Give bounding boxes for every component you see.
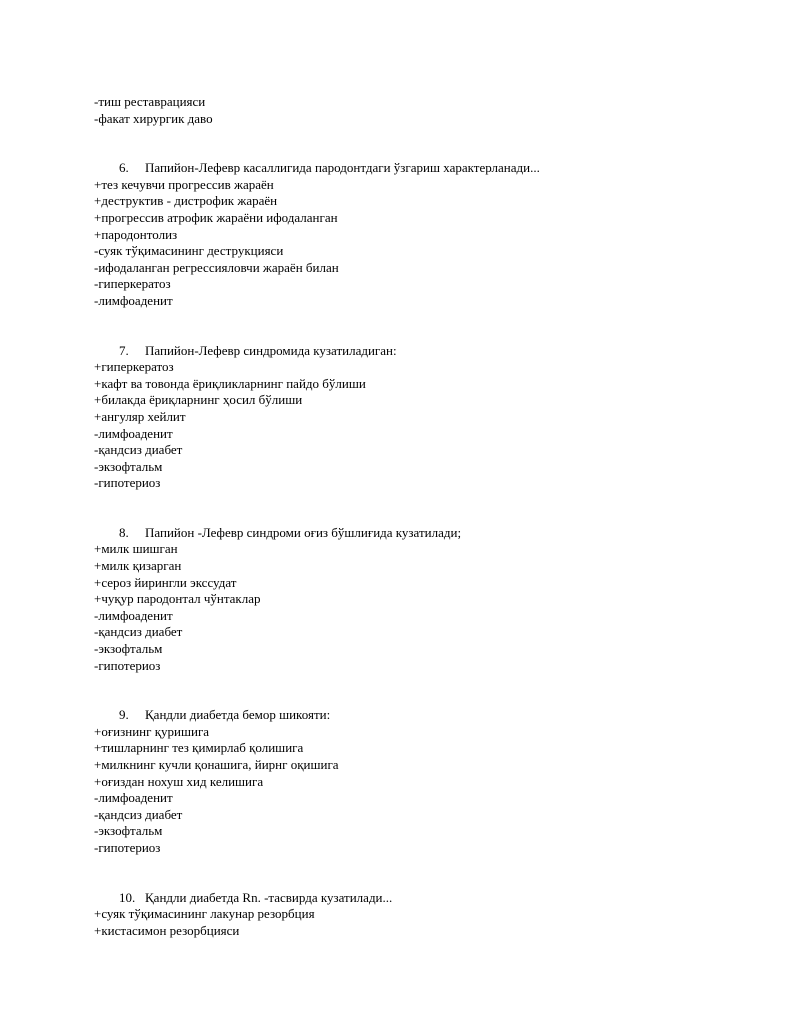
intro-options: [94, 94, 734, 127]
answer-option: -факат хирургик даво: [94, 110, 213, 126]
answer-option: +кистасимон резорбцияси: [94, 922, 240, 938]
answer-option: +билакда ёриқларнинг ҳосил бўлиши: [94, 392, 303, 408]
answer-option: -қандсиз диабет: [94, 624, 183, 640]
document-content: [94, 94, 734, 939]
question-9: [94, 707, 734, 856]
question-heading: [94, 343, 734, 360]
question-heading: [94, 890, 734, 907]
answer-option: +милк шишган: [94, 541, 178, 557]
question-7: [94, 343, 734, 492]
question-text: Папийон-Лефевр синдромида кузатиладиган:: [145, 342, 397, 358]
answer-option: +чуқур пародонтал чўнтаклар: [94, 591, 261, 607]
answer-option: +кафт ва товонда ёриқликларнинг пайдо бўлиши: [94, 375, 366, 391]
answer-option: -ифодаланган регрессияловчи жараён билан: [94, 259, 339, 275]
answer-option: -лимфоаденит: [94, 425, 173, 441]
answer-option: -қандсиз диабет: [94, 806, 183, 822]
answer-option: -суяк тўқимасининг деструкцияси: [94, 243, 284, 259]
question-heading: [94, 707, 734, 724]
question-heading: [94, 160, 734, 177]
question-number: 9.: [119, 707, 129, 723]
question-8: [94, 525, 734, 674]
answer-option: +гиперкератоз: [94, 359, 174, 375]
answer-option: +деструктив - дистрофик жараён: [94, 193, 278, 209]
question-number: 10.: [119, 889, 136, 905]
question-number: 7.: [119, 342, 129, 358]
question-number: 6.: [119, 160, 129, 176]
answer-option: +прогрессив атрофик жараёни ифодаланган: [94, 209, 338, 225]
answer-option: +сероз йирингли экссудат: [94, 574, 237, 590]
answer-option: -экзофтальм: [94, 823, 163, 839]
answer-option: -экзофтальм: [94, 641, 163, 657]
answer-option: +суяк тўқимасининг лакунар резорбция: [94, 906, 315, 922]
question-text: Папийон -Лефевр синдроми оғиз бўшлиғида кузатилади;: [145, 524, 462, 540]
answer-option: +милкнинг кучли қонашига, йирнг оқишига: [94, 757, 339, 772]
question-text: Папийон-Лефевр касаллигида пародонтдаги ўзгариш характерланади...: [145, 160, 540, 176]
answer-option: -қандсиз диабет: [94, 442, 183, 458]
answer-option: -лимфоаденит: [94, 292, 173, 308]
answer-option: -гиперкератоз: [94, 276, 171, 292]
question-number: 8.: [119, 524, 129, 540]
answer-option: +ангуляр хейлит: [94, 408, 186, 424]
question-heading: [94, 525, 734, 542]
answer-option: +пародонтолиз: [94, 226, 178, 242]
answer-option: +оғиздан нохуш хид келишига: [94, 773, 264, 789]
question-text: Қандли диабетда Rn. -тасвирда кузатилади...: [145, 889, 393, 905]
answer-option: +оғизнинг қуришига: [94, 723, 210, 739]
answer-option: -гипотериоз: [94, 839, 161, 855]
answer-option: -тиш реставрацияси: [94, 94, 206, 109]
answer-option: +тез кечувчи прогрессив жараён: [94, 176, 274, 192]
question-10: [94, 890, 734, 940]
question-6: [94, 160, 734, 309]
answer-option: +милк қизарган: [94, 558, 182, 574]
answer-option: -лимфоаденит: [94, 790, 173, 806]
answer-option: -лимфоаденит: [94, 607, 173, 623]
answer-option: -экзофтальм: [94, 458, 163, 474]
question-text: Қандли диабетда бемор шикояти:: [145, 707, 331, 723]
answer-option: -гипотериоз: [94, 657, 161, 673]
answer-option: +тишларнинг тез қимирлаб қолишига: [94, 740, 304, 756]
answer-option: -гипотериоз: [94, 475, 161, 491]
